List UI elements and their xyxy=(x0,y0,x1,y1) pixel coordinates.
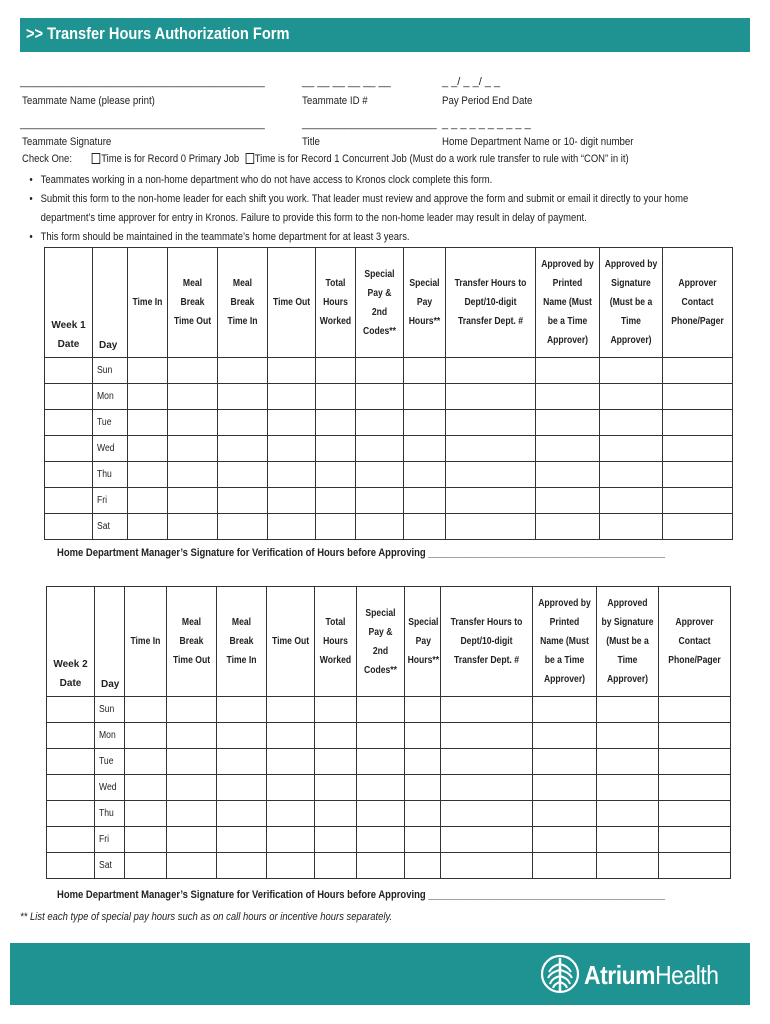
entry-cell[interactable] xyxy=(659,827,731,853)
table-row xyxy=(45,514,733,540)
entry-cell[interactable] xyxy=(125,801,167,827)
week-1-table xyxy=(44,247,733,540)
date-cell[interactable] xyxy=(47,723,95,749)
title-label: Title xyxy=(302,136,320,148)
entry-cell[interactable] xyxy=(533,853,597,879)
entry-cell[interactable] xyxy=(600,358,663,384)
entry-cell[interactable] xyxy=(316,384,356,410)
entry-cell[interactable] xyxy=(267,697,315,723)
entry-cell[interactable] xyxy=(316,410,356,436)
instruction-item: • Teammates working in a non-home department who do not have access to Kronos clock complete this form. xyxy=(32,171,634,190)
week-label: Week 2 xyxy=(53,659,88,670)
entry-cell[interactable] xyxy=(167,723,217,749)
day-cell: Sun xyxy=(95,697,125,723)
entry-cell[interactable] xyxy=(663,384,733,410)
date-cell[interactable] xyxy=(45,384,93,410)
entry-cell[interactable] xyxy=(405,749,441,775)
entry-cell[interactable] xyxy=(315,801,357,827)
instruction-item: • Submit this form to the non-home leader for each shift you work. That leader must review and approve the form and submit or email it directly to your home xyxy=(32,190,634,209)
entry-cell[interactable] xyxy=(597,853,659,879)
entry-cell[interactable] xyxy=(533,827,597,853)
table-row xyxy=(47,853,731,879)
entry-cell[interactable] xyxy=(405,853,441,879)
column-header: Transfer Hours to Dept/10-digit Transfer Dept. # xyxy=(441,587,533,697)
week-date-header xyxy=(47,587,95,697)
entry-cell[interactable] xyxy=(441,853,533,879)
entry-cell[interactable] xyxy=(533,723,597,749)
day-cell: Tue xyxy=(95,749,125,775)
entry-cell[interactable] xyxy=(167,801,217,827)
entry-cell[interactable] xyxy=(356,358,404,384)
entry-cell[interactable] xyxy=(536,514,600,540)
entry-cell[interactable] xyxy=(356,514,404,540)
entry-cell[interactable] xyxy=(218,436,268,462)
entry-cell[interactable] xyxy=(217,775,267,801)
pay-period-end-date-field[interactable]: _ _/ _ _/ _ _ xyxy=(442,76,501,88)
column-header: Special Pay Hours** xyxy=(404,248,446,358)
entry-cell[interactable] xyxy=(446,436,536,462)
form-title: >> Transfer Hours Authorization Form xyxy=(26,24,290,43)
day-cell: Thu xyxy=(93,462,128,488)
entry-cell[interactable] xyxy=(356,384,404,410)
entry-cell[interactable] xyxy=(536,462,600,488)
date-cell[interactable] xyxy=(47,827,95,853)
week-2-manager-signature-line[interactable]: Home Department Manager’s Signature for Verification of Hours before Approving _____________________________________________ xyxy=(57,889,666,901)
week-date-header xyxy=(45,248,93,358)
column-header: Total Hours Worked xyxy=(316,248,356,358)
entry-cell[interactable] xyxy=(663,410,733,436)
entry-cell[interactable] xyxy=(356,436,404,462)
teammate-name-field[interactable]: ________________________________________ xyxy=(20,76,265,88)
day-cell: Wed xyxy=(95,775,125,801)
entry-cell[interactable] xyxy=(441,827,533,853)
day-cell: Fri xyxy=(93,488,128,514)
column-header: Approver Contact Phone/Pager xyxy=(659,587,731,697)
day-header: Day xyxy=(93,248,128,358)
entry-cell[interactable] xyxy=(357,827,405,853)
entry-cell[interactable] xyxy=(267,775,315,801)
entry-cell[interactable] xyxy=(357,723,405,749)
entry-cell[interactable] xyxy=(536,358,600,384)
instruction-item: • This form should be maintained in the teammate’s home department for at least 3 years. xyxy=(32,228,634,247)
table-row xyxy=(47,775,731,801)
entry-cell[interactable] xyxy=(663,462,733,488)
table-row xyxy=(47,723,731,749)
column-header: Time In xyxy=(128,248,168,358)
entry-cell[interactable] xyxy=(597,697,659,723)
table-row xyxy=(47,827,731,853)
date-cell[interactable] xyxy=(45,488,93,514)
column-header: Approved by Printed Name (Must be a Time Approver) xyxy=(536,248,600,358)
column-header: Special Pay & 2nd Codes** xyxy=(357,587,405,697)
entry-cell[interactable] xyxy=(441,749,533,775)
entry-cell[interactable] xyxy=(357,853,405,879)
column-header: Approved by Signature (Must be a Time Approver) xyxy=(600,248,663,358)
entry-cell[interactable] xyxy=(659,697,731,723)
column-header: Special Pay Hours** xyxy=(405,587,441,697)
week-1-manager-signature-line[interactable]: Home Department Manager’s Signature for Verification of Hours before Approving _____________________________________________ xyxy=(57,547,666,559)
entry-cell[interactable] xyxy=(217,723,267,749)
form-title-banner xyxy=(20,18,750,52)
entry-cell[interactable] xyxy=(597,749,659,775)
entry-cell[interactable] xyxy=(356,462,404,488)
entry-cell[interactable] xyxy=(315,775,357,801)
entry-cell[interactable] xyxy=(663,488,733,514)
entry-cell[interactable] xyxy=(659,723,731,749)
table-row xyxy=(45,436,733,462)
entry-cell[interactable] xyxy=(357,697,405,723)
table-row xyxy=(45,358,733,384)
entry-cell[interactable] xyxy=(217,749,267,775)
day-cell: Mon xyxy=(95,723,125,749)
entry-cell[interactable] xyxy=(268,514,316,540)
entry-cell[interactable] xyxy=(446,358,536,384)
day-header: Day xyxy=(95,587,125,697)
entry-cell[interactable] xyxy=(441,697,533,723)
entry-cell[interactable] xyxy=(268,436,316,462)
entry-cell[interactable] xyxy=(167,775,217,801)
entry-cell[interactable] xyxy=(597,801,659,827)
entry-cell[interactable] xyxy=(217,801,267,827)
logo-text-regular: Health xyxy=(655,960,719,990)
entry-cell[interactable] xyxy=(405,801,441,827)
entry-cell[interactable] xyxy=(659,749,731,775)
entry-cell[interactable] xyxy=(404,410,446,436)
entry-cell[interactable] xyxy=(659,853,731,879)
date-cell[interactable] xyxy=(45,462,93,488)
column-header: Approved by Signature (Must be a Time Approver) xyxy=(597,587,659,697)
week-2-table xyxy=(46,586,731,879)
entry-cell[interactable] xyxy=(441,801,533,827)
entry-cell[interactable] xyxy=(315,723,357,749)
title-field[interactable]: ______________________ xyxy=(302,118,437,130)
entry-cell[interactable] xyxy=(536,436,600,462)
date-cell[interactable] xyxy=(47,775,95,801)
entry-cell[interactable] xyxy=(315,853,357,879)
entry-cell[interactable] xyxy=(125,723,167,749)
date-label: Date xyxy=(57,339,80,350)
date-cell[interactable] xyxy=(45,358,93,384)
atrium-health-logo xyxy=(540,948,745,1000)
entry-cell[interactable] xyxy=(405,827,441,853)
column-header: Meal Break Time In xyxy=(218,248,268,358)
day-cell: Tue xyxy=(93,410,128,436)
footer-banner xyxy=(10,943,750,1005)
entry-cell[interactable] xyxy=(533,801,597,827)
entry-cell[interactable] xyxy=(316,358,356,384)
entry-cell[interactable] xyxy=(168,514,218,540)
teammate-id-field[interactable]: __ __ __ __ __ __ xyxy=(302,76,391,88)
day-cell: Sun xyxy=(93,358,128,384)
teammate-name-label: Teammate Name (please print) xyxy=(22,95,155,107)
entry-cell[interactable] xyxy=(404,436,446,462)
entry-cell[interactable] xyxy=(441,723,533,749)
day-cell: Sat xyxy=(95,853,125,879)
entry-cell[interactable] xyxy=(315,749,357,775)
date-cell[interactable] xyxy=(47,697,95,723)
date-label: Date xyxy=(59,678,82,689)
table-row xyxy=(45,384,733,410)
teammate-id-label: Teammate ID # xyxy=(302,95,368,107)
entry-cell[interactable] xyxy=(405,723,441,749)
instruction-item-continued: department’s time approver for entry in Kronos. Failure to provide this form to the non-home leader may result in delay of payment. xyxy=(40,212,587,224)
column-header: Transfer Hours to Dept/10-digit Transfer Dept. # xyxy=(446,248,536,358)
entry-cell[interactable] xyxy=(536,384,600,410)
table-row xyxy=(47,697,731,723)
entry-cell[interactable] xyxy=(267,827,315,853)
entry-cell[interactable] xyxy=(441,775,533,801)
entry-cell[interactable] xyxy=(167,827,217,853)
entry-cell[interactable] xyxy=(600,488,663,514)
entry-cell[interactable] xyxy=(218,488,268,514)
entry-cell[interactable] xyxy=(267,749,315,775)
entry-cell[interactable] xyxy=(405,697,441,723)
entry-cell[interactable] xyxy=(218,384,268,410)
entry-cell[interactable] xyxy=(404,514,446,540)
table-row xyxy=(45,410,733,436)
entry-cell[interactable] xyxy=(128,384,168,410)
table-row xyxy=(47,801,731,827)
column-header: Approved by Printed Name (Must be a Time Approver) xyxy=(533,587,597,697)
entry-cell[interactable] xyxy=(663,358,733,384)
entry-cell[interactable] xyxy=(405,775,441,801)
entry-cell[interactable] xyxy=(357,775,405,801)
day-cell: Fri xyxy=(95,827,125,853)
record-0-checkbox[interactable] xyxy=(92,153,101,164)
day-cell: Sat xyxy=(93,514,128,540)
entry-cell[interactable] xyxy=(125,775,167,801)
entry-cell[interactable] xyxy=(404,384,446,410)
entry-cell[interactable] xyxy=(315,697,357,723)
entry-cell[interactable] xyxy=(600,436,663,462)
entry-cell[interactable] xyxy=(218,410,268,436)
check-one-label: Check One: xyxy=(22,153,72,165)
entry-cell[interactable] xyxy=(168,410,218,436)
entry-cell[interactable] xyxy=(268,384,316,410)
entry-cell[interactable] xyxy=(446,488,536,514)
entry-cell[interactable] xyxy=(357,749,405,775)
column-header: Approver Contact Phone/Pager xyxy=(663,248,733,358)
date-cell[interactable] xyxy=(47,749,95,775)
pay-period-end-date-label: Pay Period End Date xyxy=(442,95,533,107)
entry-cell[interactable] xyxy=(600,514,663,540)
entry-cell[interactable] xyxy=(217,853,267,879)
record-1-checkbox[interactable] xyxy=(245,153,254,164)
entry-cell[interactable] xyxy=(663,514,733,540)
logo-text-bold: Atrium xyxy=(584,960,656,990)
entry-cell[interactable] xyxy=(536,488,600,514)
date-cell[interactable] xyxy=(45,436,93,462)
column-header: Time Out xyxy=(268,248,316,358)
entry-cell[interactable] xyxy=(125,827,167,853)
record-0-label: Time is for Record 0 Primary Job xyxy=(101,153,240,165)
entry-cell[interactable] xyxy=(536,410,600,436)
entry-cell[interactable] xyxy=(128,514,168,540)
column-header: Meal Break Time Out xyxy=(168,248,218,358)
column-header: Meal Break Time Out xyxy=(167,587,217,697)
entry-cell[interactable] xyxy=(597,775,659,801)
entry-cell[interactable] xyxy=(316,488,356,514)
entry-cell[interactable] xyxy=(446,384,536,410)
entry-cell[interactable] xyxy=(356,410,404,436)
entry-cell[interactable] xyxy=(404,462,446,488)
table-row xyxy=(47,749,731,775)
entry-cell[interactable] xyxy=(128,488,168,514)
entry-cell[interactable] xyxy=(167,853,217,879)
date-cell[interactable] xyxy=(47,853,95,879)
column-header: Time In xyxy=(125,587,167,697)
entry-cell[interactable] xyxy=(217,697,267,723)
check-one-row xyxy=(22,153,629,165)
entry-cell[interactable] xyxy=(316,514,356,540)
home-department-field[interactable]: _ _ _ _ _ _ _ _ _ _ xyxy=(442,118,531,130)
entry-cell[interactable] xyxy=(446,462,536,488)
record-1-label: Time is for Record 1 Concurrent Job (Must do a work rule transfer to rule with “CON” in it) xyxy=(254,153,629,165)
entry-cell[interactable] xyxy=(268,410,316,436)
entry-cell[interactable] xyxy=(218,514,268,540)
day-cell: Wed xyxy=(93,436,128,462)
entry-cell[interactable] xyxy=(125,749,167,775)
table-row xyxy=(45,488,733,514)
entry-cell[interactable] xyxy=(268,488,316,514)
entry-cell[interactable] xyxy=(218,462,268,488)
entry-cell[interactable] xyxy=(167,697,217,723)
entry-cell[interactable] xyxy=(218,358,268,384)
table-row xyxy=(45,462,733,488)
entry-cell[interactable] xyxy=(125,853,167,879)
entry-cell[interactable] xyxy=(404,488,446,514)
entry-cell[interactable] xyxy=(446,514,536,540)
week-label: Week 1 xyxy=(51,320,86,331)
date-cell[interactable] xyxy=(47,801,95,827)
instructions-list xyxy=(32,171,732,247)
entry-cell[interactable] xyxy=(168,462,218,488)
entry-cell[interactable] xyxy=(600,410,663,436)
home-department-label: Home Department Name or 10- digit number xyxy=(442,136,634,148)
entry-cell[interactable] xyxy=(663,436,733,462)
entry-cell[interactable] xyxy=(268,462,316,488)
entry-cell[interactable] xyxy=(316,462,356,488)
column-header: Special Pay & 2nd Codes** xyxy=(356,248,404,358)
entry-cell[interactable] xyxy=(168,358,218,384)
entry-cell[interactable] xyxy=(597,827,659,853)
entry-cell[interactable] xyxy=(446,410,536,436)
entry-cell[interactable] xyxy=(217,827,267,853)
entry-cell[interactable] xyxy=(356,488,404,514)
entry-cell[interactable] xyxy=(168,384,218,410)
footnote: ** List each type of special pay hours such as on call hours or incentive hours separately. xyxy=(20,911,393,923)
teammate-signature-field[interactable]: ________________________________________ xyxy=(20,118,265,130)
entry-cell[interactable] xyxy=(315,827,357,853)
entry-cell[interactable] xyxy=(316,436,356,462)
entry-cell[interactable] xyxy=(659,801,731,827)
entry-cell[interactable] xyxy=(533,749,597,775)
day-cell: Thu xyxy=(95,801,125,827)
entry-cell[interactable] xyxy=(128,462,168,488)
column-header: Total Hours Worked xyxy=(315,587,357,697)
entry-cell[interactable] xyxy=(267,801,315,827)
entry-cell[interactable] xyxy=(533,697,597,723)
date-cell[interactable] xyxy=(45,514,93,540)
entry-cell[interactable] xyxy=(168,488,218,514)
day-cell: Mon xyxy=(93,384,128,410)
entry-cell[interactable] xyxy=(404,358,446,384)
entry-cell[interactable] xyxy=(357,801,405,827)
date-cell[interactable] xyxy=(45,410,93,436)
entry-cell[interactable] xyxy=(597,723,659,749)
entry-cell[interactable] xyxy=(125,697,167,723)
entry-cell[interactable] xyxy=(533,775,597,801)
entry-cell[interactable] xyxy=(128,358,168,384)
entry-cell[interactable] xyxy=(167,749,217,775)
column-header: Meal Break Time In xyxy=(217,587,267,697)
entry-cell[interactable] xyxy=(128,436,168,462)
entry-cell[interactable] xyxy=(600,462,663,488)
entry-cell[interactable] xyxy=(128,410,168,436)
entry-cell[interactable] xyxy=(267,853,315,879)
entry-cell[interactable] xyxy=(267,723,315,749)
atrium-leaf-icon xyxy=(540,948,580,1000)
column-header: Time Out xyxy=(267,587,315,697)
entry-cell[interactable] xyxy=(268,358,316,384)
entry-cell[interactable] xyxy=(659,775,731,801)
entry-cell[interactable] xyxy=(600,384,663,410)
teammate-signature-label: Teammate Signature xyxy=(22,136,112,148)
entry-cell[interactable] xyxy=(168,436,218,462)
